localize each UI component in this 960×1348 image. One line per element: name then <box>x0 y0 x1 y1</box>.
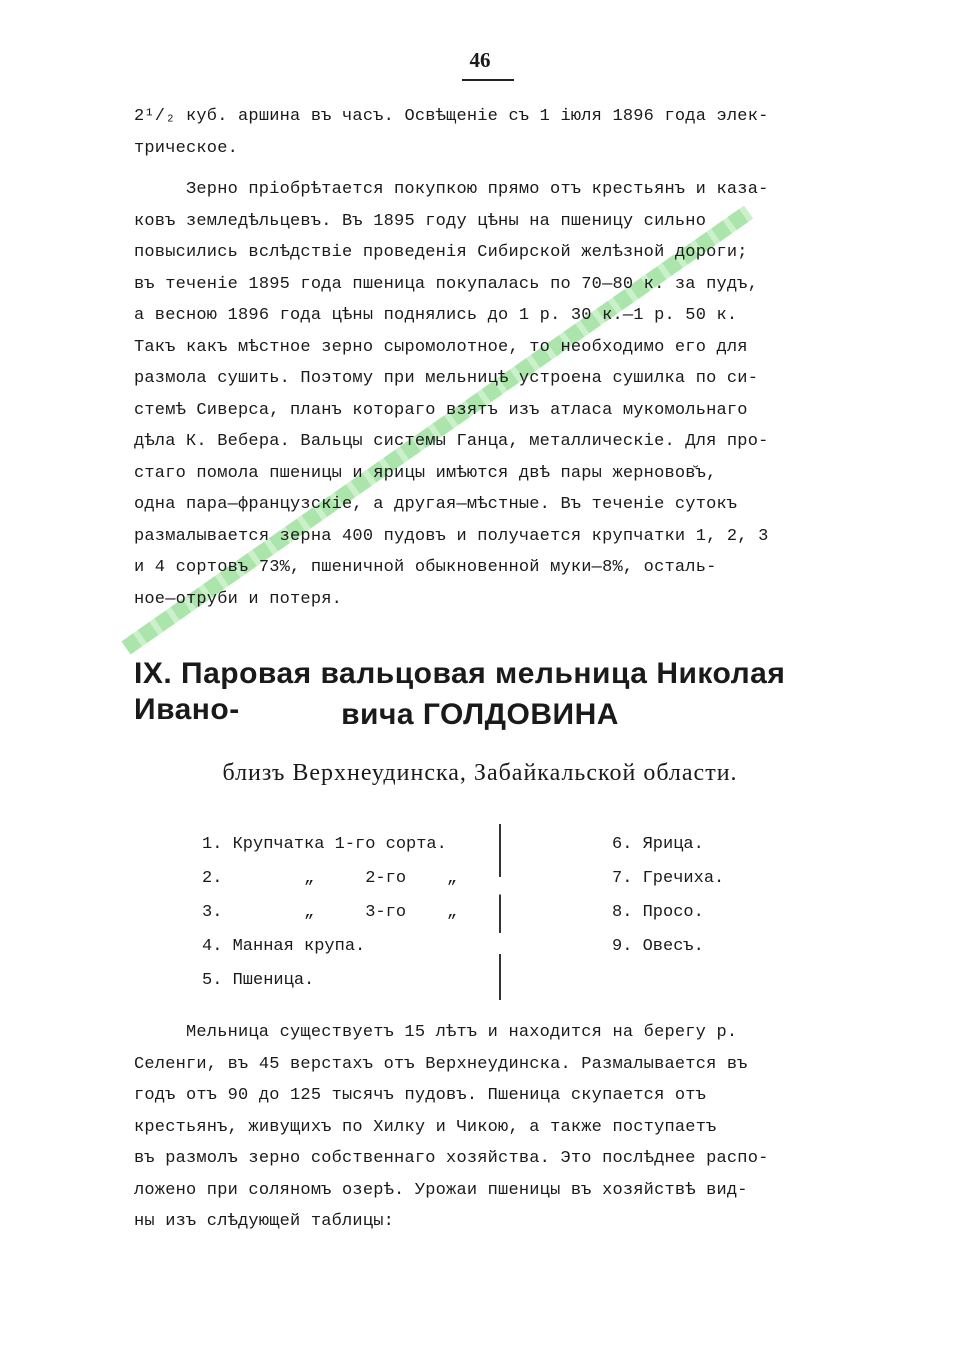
product-list-right <box>612 828 724 964</box>
page-number: 46 <box>469 48 491 72</box>
text-line: повысились вслѣдствіе проведенія Сибирской желѣзной дороги; <box>134 243 748 262</box>
paragraph-2 <box>134 174 850 615</box>
list-item: 8. Просо. <box>612 903 704 922</box>
list-item: 6. Ярица. <box>612 835 704 854</box>
section-subtitle: близъ Верхнеудинска, Забайкальской области. <box>222 760 738 786</box>
text-line: и 4 сортовъ 73%, пшеничной обыкновенной муки—8%, осталь- <box>134 558 717 577</box>
page-number-rule <box>462 79 514 81</box>
text-line: стемѣ Сиверса, планъ котораго взятъ изъ атласа мукомольнаго <box>134 400 748 420</box>
section-heading: IX. Паровая вальцовая мельница Николая Ивано- <box>134 657 786 726</box>
text-line: дѣла К. Вебера. Вальцы системы Ганца, металлическіе. Для про- <box>134 432 769 451</box>
text-line: трическое. <box>134 138 239 158</box>
text-line: Мельница существуетъ 15 лѣтъ и находится на берегу р. <box>186 1023 738 1042</box>
text-line: Зерно пріобрѣтается покупкою прямо отъ крестьянъ и каза- <box>186 180 769 199</box>
text-line: одна пара—французскіе, а другая—мѣстные. Въ теченіе сутокъ <box>134 495 738 514</box>
text-line: ны изъ слѣдующей таблицы: <box>134 1212 395 1231</box>
text-line: ное—отруби и потеря. <box>134 589 343 609</box>
text-line: Селенги, въ 45 верстахъ отъ Верхнеудинска. Размалывается въ <box>134 1054 748 1074</box>
list-item: 1. Крупчатка 1-го сорта. <box>202 835 447 854</box>
paragraph-1 <box>134 101 850 164</box>
text-line: крестьянъ, живущихъ по Хилку и Чикою, а также поступаетъ <box>134 1117 717 1137</box>
list-item: 9. Овесъ. <box>612 937 704 956</box>
text-line: въ теченіе 1895 года пшеница покупалась по 70—80 к. за пудъ, <box>134 274 759 294</box>
text-line: размалывается зерна 400 пудовъ и получается крупчатки 1, 2, 3 <box>134 526 769 546</box>
section-heading-continued: вича ГОЛДОВИНА <box>341 698 619 731</box>
text-line: размола сушить. Поэтому при мельницѣ устроена сушилка по си- <box>134 369 759 388</box>
text-line: годъ отъ 90 до 125 тысячъ пудовъ. Пшеница скупается отъ <box>134 1086 707 1105</box>
text-line: стаго помола пшеницы и ярицы имѣются двѣ пары жерновов̆ъ, <box>134 463 717 483</box>
list-item: 4. Манная крупа. <box>202 937 366 956</box>
text-line: ковъ земледѣльцевъ. Въ 1895 году цѣны на пшеницу сильно <box>134 211 707 231</box>
text-line: а весною 1896 года цѣны поднялись до 1 р. 30 к.—1 р. 50 к. <box>134 306 738 325</box>
list-item: 7. Гречиха. <box>612 869 725 888</box>
list-item: 2. „ 2-го „ <box>202 869 458 888</box>
list-item: 5. Пшеница. <box>202 971 315 990</box>
text-line: Такъ какъ мѣстное зерно сыромолотное, то необходимо его для <box>134 337 748 357</box>
text-line: ложено при соляномъ озерѣ. Урожаи пшеницы въ хозяйствѣ вид- <box>134 1180 748 1200</box>
column-divider <box>499 824 501 1000</box>
text-line: въ размолъ зерно собственнаго хозяйства. Это послѣднее распо- <box>134 1149 769 1168</box>
list-item: 3. „ 3-го „ <box>202 903 458 922</box>
text-line: 2¹/₂ куб. аршина въ часъ. Освѣщеніе съ 1 іюля 1896 года элек- <box>134 107 769 126</box>
paragraph-3 <box>134 1017 850 1238</box>
product-list-left <box>202 828 457 998</box>
